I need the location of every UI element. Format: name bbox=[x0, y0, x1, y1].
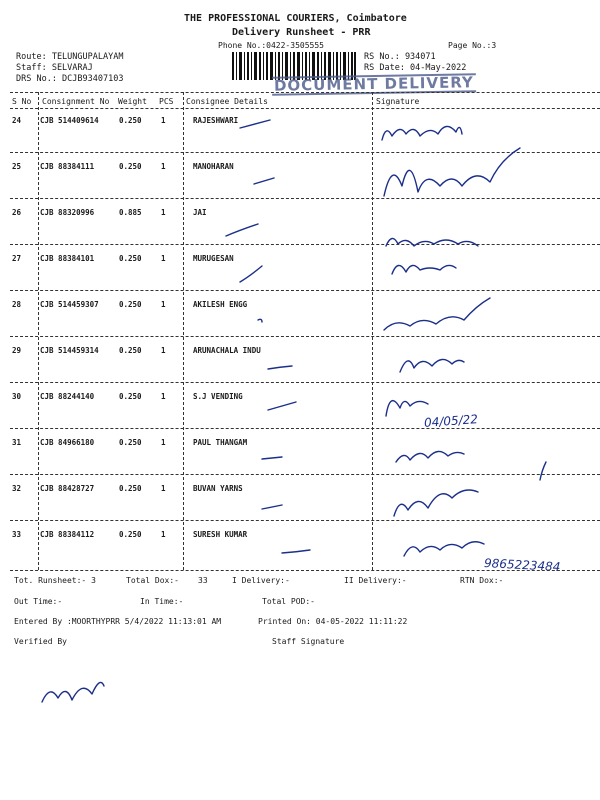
row-sno: 28 bbox=[12, 300, 22, 309]
row-weight: 0.250 bbox=[119, 392, 142, 401]
footer-top-rule bbox=[10, 570, 600, 571]
row-consignee-name: S.J VENDING bbox=[193, 392, 243, 401]
row-consignee-name: JAI bbox=[193, 208, 207, 217]
printed-on: Printed On: 04-05-2022 11:11:22 bbox=[258, 617, 408, 626]
row-weight: 0.250 bbox=[119, 438, 142, 447]
runsheet-subtitle: Delivery Runsheet - PRR bbox=[232, 27, 371, 38]
row-consignee-name: ARUNACHALA INDU bbox=[193, 346, 261, 355]
entered-by: Entered By :MOORTHYPRR 5/4/2022 11:13:01 AM bbox=[14, 617, 222, 626]
document-delivery-stamp: DOCUMENT DELIVERY bbox=[272, 73, 476, 96]
row-weight: 0.250 bbox=[119, 162, 142, 171]
rs-date: RS Date: 04-May-2022 bbox=[364, 63, 467, 73]
out-time: Out Time:- bbox=[14, 597, 63, 606]
col-header-sno: S No bbox=[12, 97, 32, 106]
col-header-weight: Weight bbox=[118, 97, 147, 106]
handwritten-phone: 9865223484 bbox=[483, 556, 561, 574]
row-consignee-name: RAJESHWARI bbox=[193, 116, 239, 125]
rs-number: RS No.: 934071 bbox=[364, 52, 436, 62]
staff-label: Staff: SELVARAJ bbox=[16, 63, 93, 73]
in-time: In Time:- bbox=[140, 597, 184, 606]
row-weight: 0.250 bbox=[119, 300, 142, 309]
total-dox-value: 33 bbox=[198, 576, 208, 585]
row-sno: 32 bbox=[12, 484, 22, 493]
phone-number: Phone No.:0422-3505555 bbox=[218, 41, 324, 50]
row-pcs: 1 bbox=[161, 116, 166, 125]
row-sno: 30 bbox=[12, 392, 22, 401]
row-sno: 25 bbox=[12, 162, 22, 171]
row-weight: 0.250 bbox=[119, 254, 142, 263]
row-weight: 0.250 bbox=[119, 116, 142, 125]
row-consignment-no: CJB 88428727 bbox=[40, 484, 95, 493]
row-consignment-no: CJB 514409614 bbox=[40, 116, 99, 125]
row-consignment-no: CJB 88320996 bbox=[40, 208, 95, 217]
row-consignment-no: CJB 88244140 bbox=[40, 392, 95, 401]
col-header-consignment: Consignment No bbox=[42, 97, 110, 106]
row-pcs: 1 bbox=[161, 162, 166, 171]
row-consignee-name: MANOHARAN bbox=[193, 162, 234, 171]
row-weight: 0.885 bbox=[119, 208, 142, 217]
company-title: THE PROFESSIONAL COURIERS, Coimbatore bbox=[184, 13, 407, 24]
row-consignment-no: CJB 84966180 bbox=[40, 438, 95, 447]
row-pcs: 1 bbox=[161, 254, 166, 263]
row-consignee-name: MURUGESAN bbox=[193, 254, 234, 263]
row-sno: 24 bbox=[12, 116, 22, 125]
row-weight: 0.250 bbox=[119, 484, 142, 493]
row-pcs: 1 bbox=[161, 208, 166, 217]
staff-signature: Staff Signature bbox=[272, 637, 345, 646]
row-sno: 29 bbox=[12, 346, 22, 355]
row-consignment-no: CJB 514459314 bbox=[40, 346, 99, 355]
page-number: Page No.:3 bbox=[448, 41, 497, 50]
i-delivery: I Delivery:- bbox=[232, 576, 290, 585]
row-consignee-name: SURESH KUMAR bbox=[193, 530, 248, 539]
row-pcs: 1 bbox=[161, 530, 166, 539]
ii-delivery: II Delivery:- bbox=[344, 576, 407, 585]
row-pcs: 1 bbox=[161, 346, 166, 355]
total-dox-label: Total Dox:- bbox=[126, 576, 179, 585]
tot-runsheet: Tot. Runsheet:- 3 bbox=[14, 576, 96, 585]
col-header-signature: Signature bbox=[376, 97, 420, 106]
verified-by: Verified By bbox=[14, 637, 67, 646]
row-sno: 26 bbox=[12, 208, 22, 217]
col-header-pcs: PCS bbox=[159, 97, 174, 106]
row-sno: 27 bbox=[12, 254, 22, 263]
row-consignment-no: CJB 88384111 bbox=[40, 162, 95, 171]
row-sno: 33 bbox=[12, 530, 22, 539]
row-pcs: 1 bbox=[161, 438, 166, 447]
row-consignee-name: AKILESH ENGG bbox=[193, 300, 248, 309]
row-pcs: 1 bbox=[161, 484, 166, 493]
row-consignment-no: CJB 514459307 bbox=[40, 300, 99, 309]
row-pcs: 1 bbox=[161, 300, 166, 309]
row-consignment-no: CJB 88384101 bbox=[40, 254, 95, 263]
col-header-consignee: Consignee Details bbox=[186, 97, 268, 106]
row-consignee-name: PAUL THANGAM bbox=[193, 438, 248, 447]
route-label: Route: TELUNGUPALAYAM bbox=[16, 52, 124, 62]
row-weight: 0.250 bbox=[119, 530, 142, 539]
handwritten-date: 04/05/22 bbox=[423, 412, 479, 430]
drs-number: DRS No.: DCJB93407103 bbox=[16, 74, 124, 84]
total-pod: Total POD:- bbox=[262, 597, 315, 606]
row-pcs: 1 bbox=[161, 392, 166, 401]
row-consignee-name: BUVAN YARNS bbox=[193, 484, 243, 493]
row-weight: 0.250 bbox=[119, 346, 142, 355]
row-sno: 31 bbox=[12, 438, 22, 447]
row-consignment-no: CJB 88384112 bbox=[40, 530, 95, 539]
rtn-dox: RTN Dox:- bbox=[460, 576, 504, 585]
